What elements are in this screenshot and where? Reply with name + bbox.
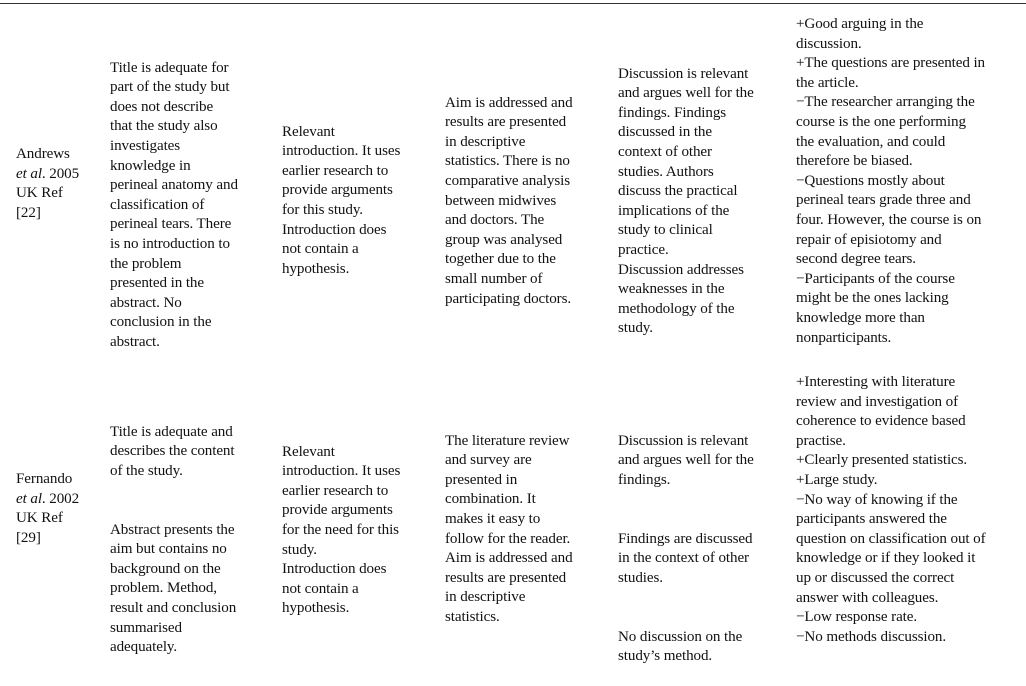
comments-cell: +Interesting with literature review and investigation of coherence to evidence based practise. +Clearly presented statistics. +Large study. −No way of knowing if the participants answered the question on classification out of knowledge or if they looked it up or discussed the correct answer with colleagues. −Low response rate. −No methods discussion.: [796, 374, 986, 645]
reference-author: Fernando: [16, 471, 73, 487]
reference-cell: [16, 470, 96, 548]
reference-details: . 2002 UK Ref [29]: [16, 490, 80, 546]
title-abstract-paragraph: Abstract presents the aim but contains no background on the problem. Method, result and conclusion summarised adequately.: [110, 521, 237, 656]
discussion-cell: [618, 45, 783, 359]
introduction-cell: [282, 423, 432, 639]
results-cell: [445, 412, 605, 647]
discussion-paragraph: Findings are discussed in the context of other studies.: [618, 530, 753, 586]
title-abstract-paragraph: Title is adequate and describes the content of the study.: [110, 423, 235, 479]
results-paragraph: The literature review and survey are presented in combination. It makes it easy to follow for the reader. Aim is addressed and results are presented in descriptive statistics.: [445, 432, 573, 625]
results-cell: [445, 74, 605, 329]
introduction-paragraph: Relevant introduction. It uses earlier research to provide arguments for this study. Introduction does not contain a hypothesis.: [282, 123, 401, 277]
title-abstract-cell: [110, 403, 270, 677]
reference-etal: et al: [16, 165, 42, 182]
discussion-paragraph: Discussion is relevant and argues well for the findings.: [618, 432, 754, 488]
comments-cell: +Good arguing in the discussion. +The questions are presented in the article. −The researcher arranging the course is the one performing the evaluation, and could therefore be biased. −Questions mostly about perineal tears grade three and four. However, the course is on repair of episiotomy and second degree tears. −Participants of the course might be the ones lacking knowledge more than nonparticipants.: [796, 16, 985, 346]
discussion-paragraph: No discussion on the study’s method.: [618, 628, 743, 665]
title-abstract-paragraph: Title is adequate for part of the study but does not describe that the study also investigates knowledge in perineal anatomy and classification of perineal tears. There is no introduction to the problem presented in the abstract. No conclusion in the abstract.: [110, 59, 238, 350]
table-top-rule: [0, 3, 1026, 4]
introduction-paragraph: Relevant introduction. It uses earlier research to provide arguments for the need for this study. Introduction does not contain a hypothesis.: [282, 443, 401, 617]
discussion-cell: [618, 412, 783, 686]
reference-etal: et al: [16, 490, 42, 507]
discussion-paragraph: Discussion is relevant and argues well for the findings. Findings discussed in the context of other studies. Authors discuss the practical implications of the study to clinical practice. Discussion addresses weaknesses in the methodology of the study.: [618, 65, 754, 337]
results-paragraph: Aim is addressed and results are presented in descriptive statistics. There is no comparative analysis between midwives and doctors. The group was analysed together due to the small number of participating doctors.: [445, 94, 573, 307]
title-abstract-cell: [110, 39, 270, 372]
reference-details: . 2005 UK Ref [22]: [16, 165, 80, 221]
introduction-cell: [282, 103, 432, 299]
reference-cell: [16, 145, 96, 223]
reference-author: Andrews: [16, 146, 70, 162]
